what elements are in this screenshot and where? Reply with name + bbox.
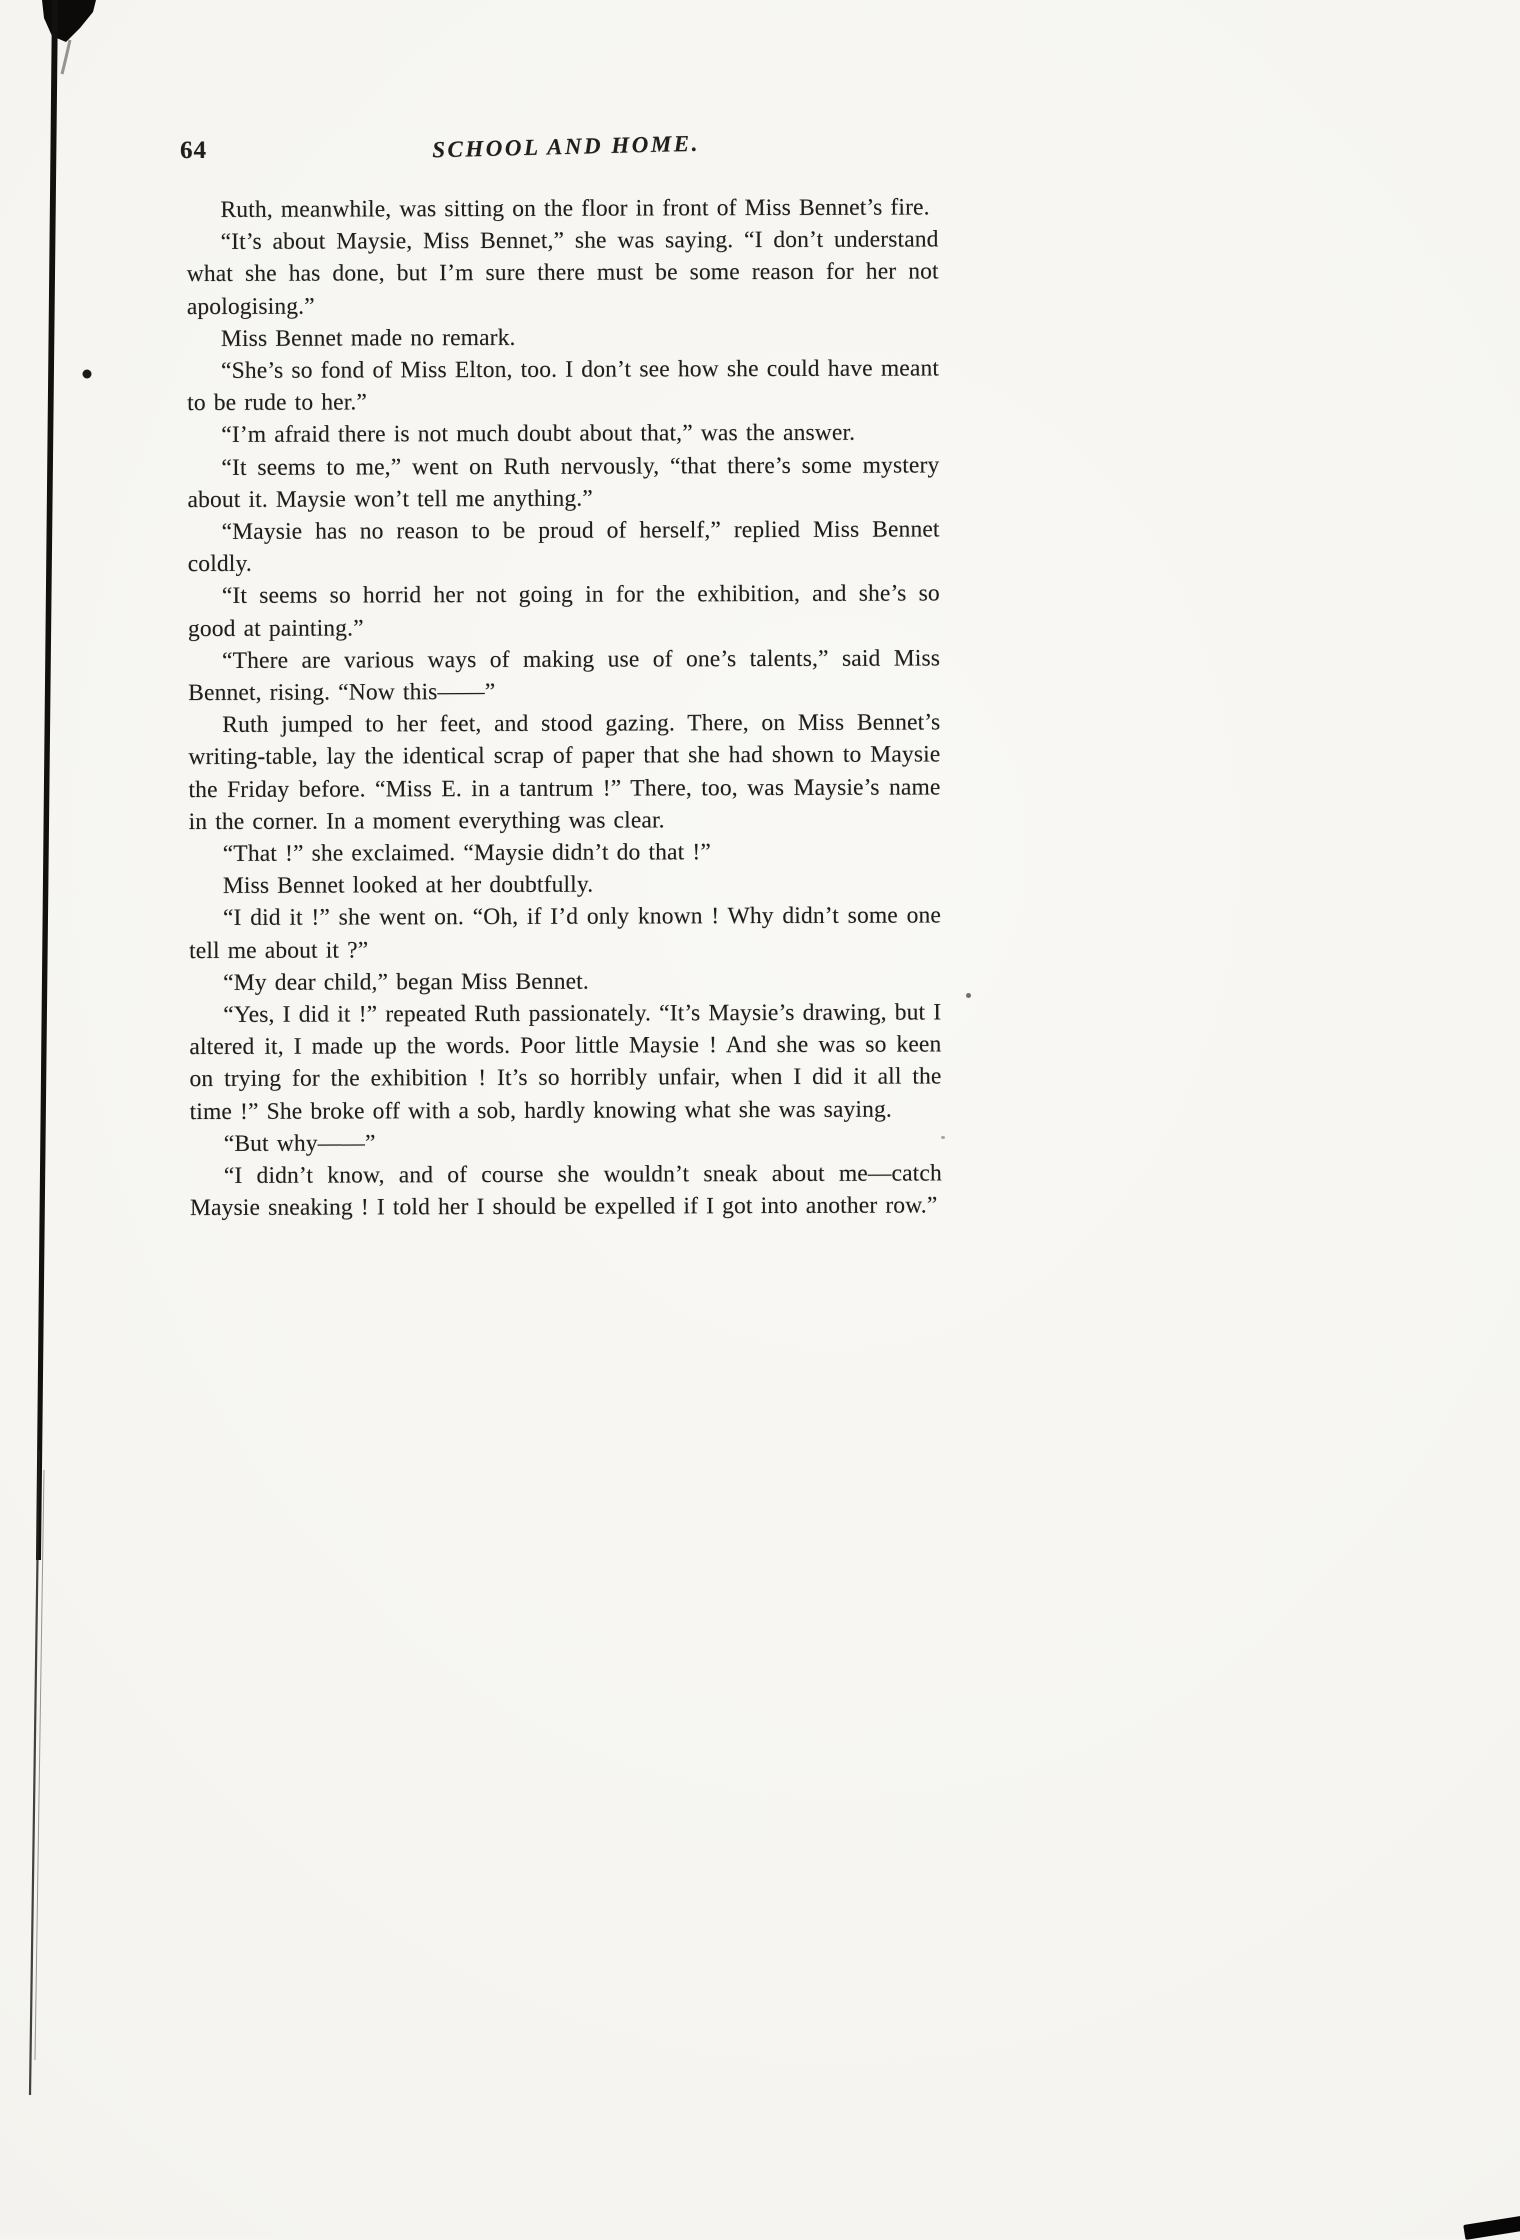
ink-dot: [83, 370, 92, 379]
paragraph: “Yes, I did it !” repeated Ruth passionately. “It’s Maysie’s drawing, but I altered it, I made up the words. Poor little Maysie ! And she was so keen on trying for the exhibition ! It’s so horribly unfair, when I did it all the time !” She broke off with a sob, hardly knowing what she was saying.: [189, 999, 942, 1125]
text-block: [180, 130, 942, 1225]
paragraph: “There are various ways of making use of one’s talents,” said Miss Bennet, rising. “Now this——”: [188, 645, 941, 707]
page-header: [180, 130, 942, 170]
paragraph: “It seems so horrid her not going in for the exhibition, and she’s so good at painting.”: [187, 580, 940, 642]
paragraph: “It seems to me,” went on Ruth nervously, “that there’s some mystery about it. Maysie won’t tell me anything.”: [187, 452, 940, 513]
paragraph: “She’s so fond of Miss Elton, too. I don’t see how she could have meant to be rude to her.”: [187, 355, 940, 417]
ink-speck: [941, 1136, 945, 1139]
page-number: 64: [180, 137, 207, 164]
paragraph: “Maysie has no reason to be proud of herself,” replied Miss Bennet coldly.: [187, 516, 940, 578]
paragraph: “But why——”: [223, 1130, 376, 1157]
paragraph: Miss Bennet looked at her doubtfully.: [222, 871, 594, 900]
running-header: SCHOOL AND HOME.: [431, 130, 701, 163]
paragraph: “I didn’t know, and of course she wouldn’t sneak about me—catch Maysie sneaking ! I told her I should be expelled if I got into another row.”: [189, 1160, 942, 1222]
binding-line: [36, 0, 58, 1560]
paragraph: Ruth jumped to her feet, and stood gazing. There, on Miss Bennet’s writing-table, lay the identical scrap of paper that she had shown to Maysie the Friday before. “Miss E. in a tantrum !” There, too, was Maysie’s name in the corner. In a moment everything was clear.: [188, 709, 941, 835]
binding-edge: [0, 0, 130, 2235]
paragraph: “I’m afraid there is not much doubt about that,” was the answer.: [221, 420, 856, 449]
page-body: [186, 191, 942, 1224]
paragraph: Ruth, meanwhile, was sitting on the floor in front of Miss Bennet’s fire.: [220, 194, 930, 223]
corner-smudge: [42, 0, 96, 42]
paragraph: “It’s about Maysie, Miss Bennet,” she was saying. “I don’t understand what she has done, but I’m sure there must be some reason for her not apologising.”: [186, 226, 939, 320]
smudge-streak: [62, 40, 70, 74]
ink-speck: [966, 993, 971, 998]
paragraph: “That !” she exclaimed. “Maysie didn’t do that !”: [222, 839, 711, 867]
paragraph: Miss Bennet made no remark.: [220, 324, 516, 352]
paragraph: “My dear child,” began Miss Bennet.: [223, 968, 589, 996]
binding-line-lower: [30, 1450, 39, 2095]
paragraph: “I did it !” she went on. “Oh, if I’d only known ! Why didn’t some one tell me about it ?”: [188, 902, 941, 964]
